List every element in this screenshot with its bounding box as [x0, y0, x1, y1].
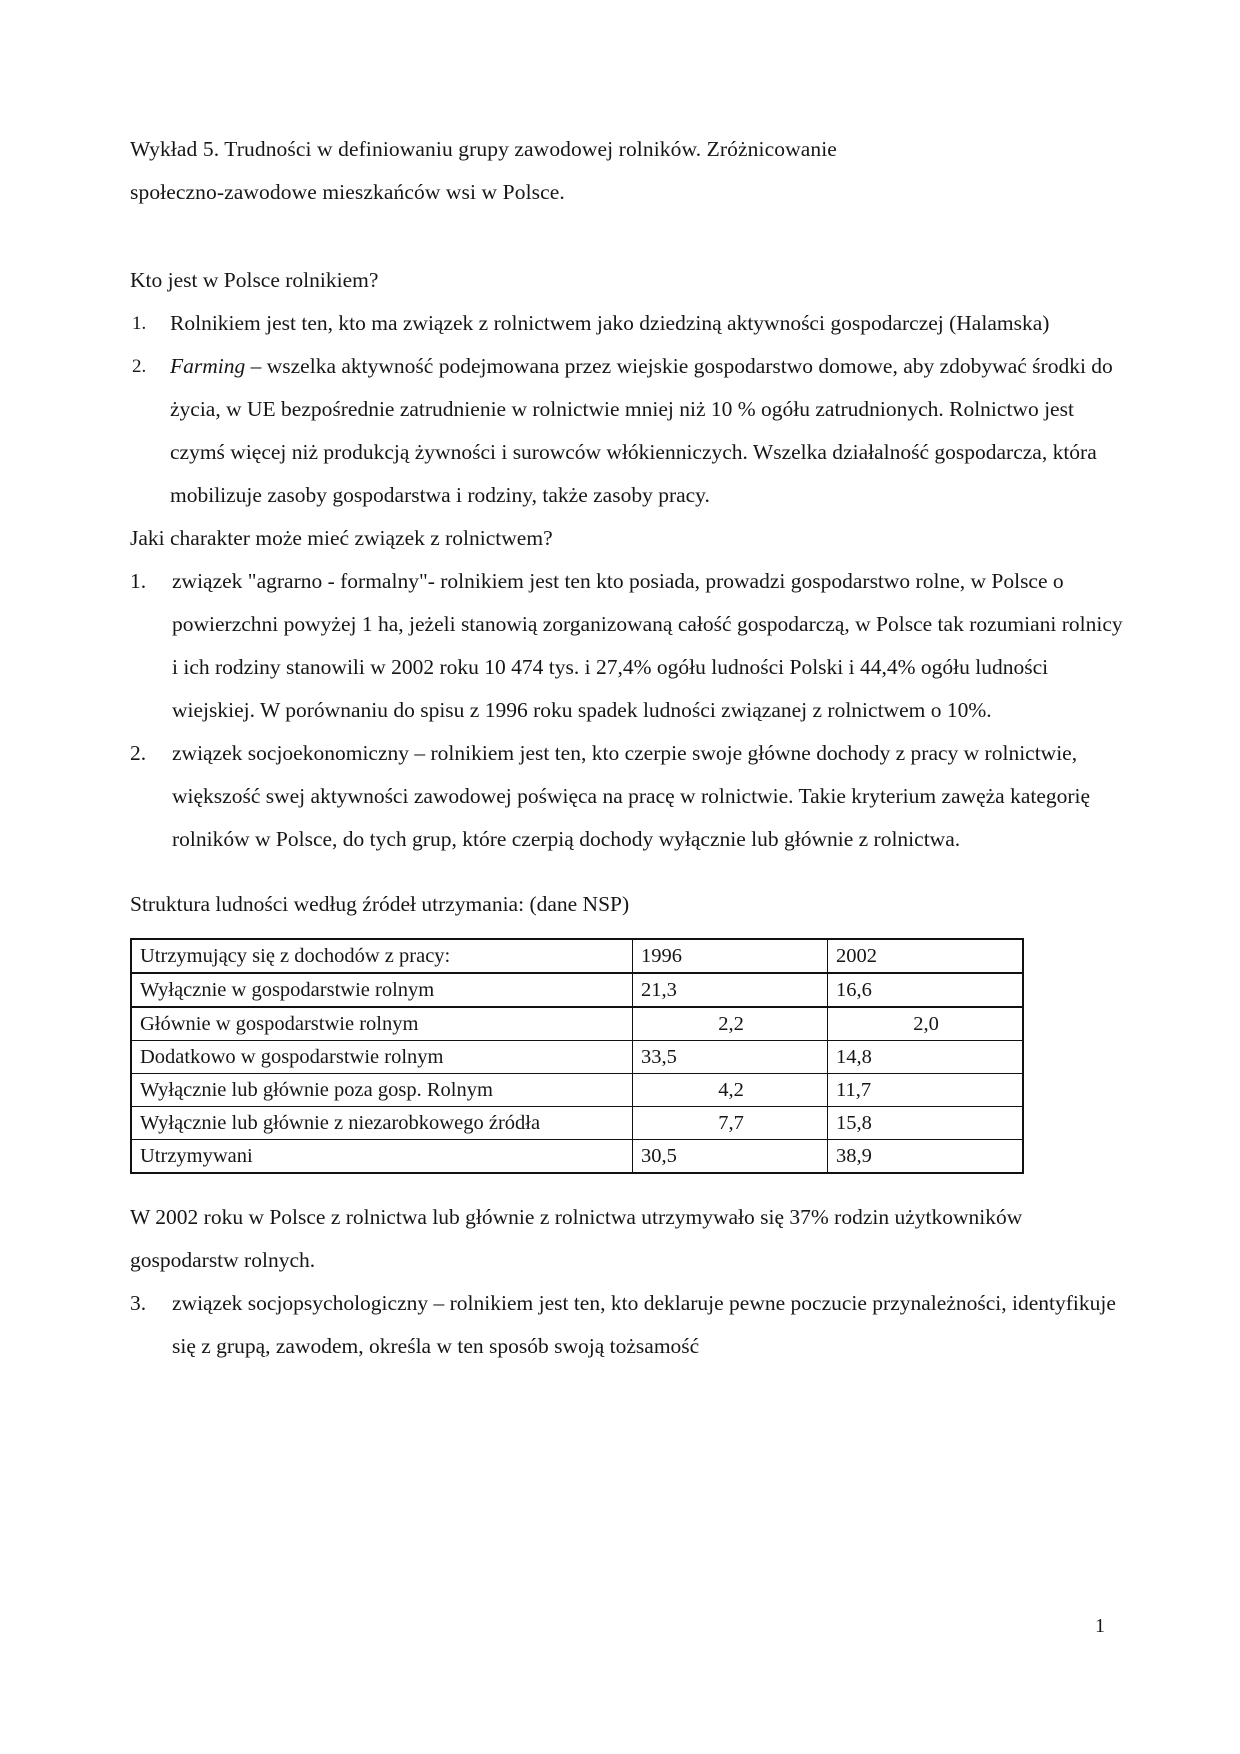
table-cell-2002: 14,8 [828, 1041, 1024, 1074]
table-cell-label: Wyłącznie w gospodarstwie rolnym [131, 973, 633, 1007]
table-cell-2002: 38,9 [828, 1140, 1024, 1174]
table-cell-1996: 30,5 [633, 1140, 828, 1174]
table-header-label: Utrzymujący się z dochodów z pracy: [131, 939, 633, 973]
table-row [131, 1074, 1023, 1107]
table-intro-text: Struktura ludności według źródeł utrzymania: (dane NSP) [130, 892, 630, 916]
table-cell-1996: 2,2 [633, 1007, 828, 1041]
document-title [130, 128, 1128, 214]
list-item-rest: – wszelka aktywność podejmowana przez wiejskie gospodarstwo domowe, aby zdobywać środki do życia, w UE bezpośrednie zatrudnienie w rolnictwie mniej niż 10 % ogółu zatrudnionych. Rolnictwo jest czymś więcej niż produkcją żywności i surowców włókienniczych. Wszelka działalność gospodarcza, która mobilizuje zasoby gospodarstwa i rodziny, także zasoby pracy. [170, 354, 1113, 507]
question-what-character: Jaki charakter może mieć związek z rolnictwem? [130, 526, 553, 550]
spacer-before-table-intro [130, 861, 1128, 883]
table-row [131, 1140, 1023, 1174]
emphasis-farming: Farming [170, 354, 246, 378]
table-header-2002: 2002 [828, 939, 1024, 973]
spacer-before-table [130, 926, 1128, 938]
income-sources-table [130, 938, 1024, 1174]
table-cell-2002: 16,6 [828, 973, 1024, 1007]
question-who-is-farmer: Kto jest w Polsce rolnikiem? [130, 268, 379, 292]
spacer-after-table [130, 1174, 1128, 1196]
list-item [130, 732, 1128, 861]
list-relationship-types [130, 560, 1128, 861]
list-definitions [130, 302, 1128, 517]
table-cell-label: Wyłącznie lub głównie poza gosp. Rolnym [131, 1074, 633, 1107]
list-item [130, 302, 1128, 345]
list-item-text: związek socjopsychologiczny – rolnikiem jest ten, kto deklaruje pewne poczucie przynależności, identyfikuje się z grupą, zawodem, określa w ten sposób swoją tożsamość [172, 1291, 1116, 1358]
table-header-1996: 1996 [633, 939, 828, 973]
list-item-text: związek "agrarno - formalny"- rolnikiem jest ten kto posiada, prowadzi gospodarstwo rolne, w Polsce o powierzchni powyżej 1 ha, jeżeli stanowią zorganizowaną całość gospodarczą, w Polsce tak rozumiani rolnicy i ich rodziny stanowili w 2002 roku 10 474 tys. i 27,4% ogółu ludności Polski i 44,4% ogółu ludności wiejskiej. W porównaniu do spisu z 1996 roku spadek ludności związanej z rolnictwem o 10%. [172, 569, 1123, 722]
table-cell-1996: 4,2 [633, 1074, 828, 1107]
table-cell-label: Utrzymywani [131, 1140, 633, 1174]
list-item [130, 345, 1128, 517]
table-row [131, 1041, 1023, 1074]
page-number: 1 [1095, 1615, 1105, 1637]
table-cell-label: Dodatkowo w gospodarstwie rolnym [131, 1041, 633, 1074]
list-item-text: związek socjoekonomiczny – rolnikiem jest ten, kto czerpie swoje główne dochody z pracy w rolnictwie, większość swej aktywności zawodowej poświęca na pracę w rolnictwie. Takie kryterium zawęża kategorię rolników w Polsce, do tych grup, które czerpią dochody wyłącznie lub głównie z rolnictwa. [172, 741, 1091, 851]
list-item [130, 560, 1128, 732]
list-relationship-types-continued [130, 1282, 1128, 1368]
list-marker: 1. [132, 313, 147, 334]
table-cell-label: Wyłącznie lub głównie z niezarobkowego źródła [131, 1107, 633, 1140]
table-cell-1996: 7,7 [633, 1107, 828, 1140]
paragraph-after-table: W 2002 roku w Polsce z rolnictwa lub głównie z rolnictwa utrzymywało się 37% rodzin użytkowników gospodarstw rolnych. [130, 1205, 1023, 1272]
table-row [131, 1107, 1023, 1140]
title-line-2: społeczno-zawodowe mieszkańców wsi w Polsce. [130, 180, 565, 204]
table-cell-2002: 2,0 [828, 1007, 1024, 1041]
list-marker: 1. [130, 569, 147, 593]
table-cell-2002: 11,7 [828, 1074, 1024, 1107]
table-cell-1996: 33,5 [633, 1041, 828, 1074]
table-cell-2002: 15,8 [828, 1107, 1024, 1140]
list-marker: 2. [130, 741, 147, 765]
spacer-after-title [130, 214, 1128, 259]
table-cell-label: Głównie w gospodarstwie rolnym [131, 1007, 633, 1041]
list-item-text [170, 345, 1128, 517]
list-item-text: Rolnikiem jest ten, kto ma związek z rolnictwem jako dziedziną aktywności gospodarczej (Halamska) [170, 311, 1050, 335]
list-marker: 3. [130, 1291, 147, 1315]
table-cell-1996: 21,3 [633, 973, 828, 1007]
title-line-1: Wykład 5. Trudności w definiowaniu grupy zawodowej rolników. Zróżnicowanie [130, 137, 837, 161]
table-row [131, 973, 1023, 1007]
list-item [130, 1282, 1128, 1368]
table-header-row [131, 939, 1023, 973]
table-row [131, 1007, 1023, 1041]
list-marker: 2. [132, 356, 147, 377]
